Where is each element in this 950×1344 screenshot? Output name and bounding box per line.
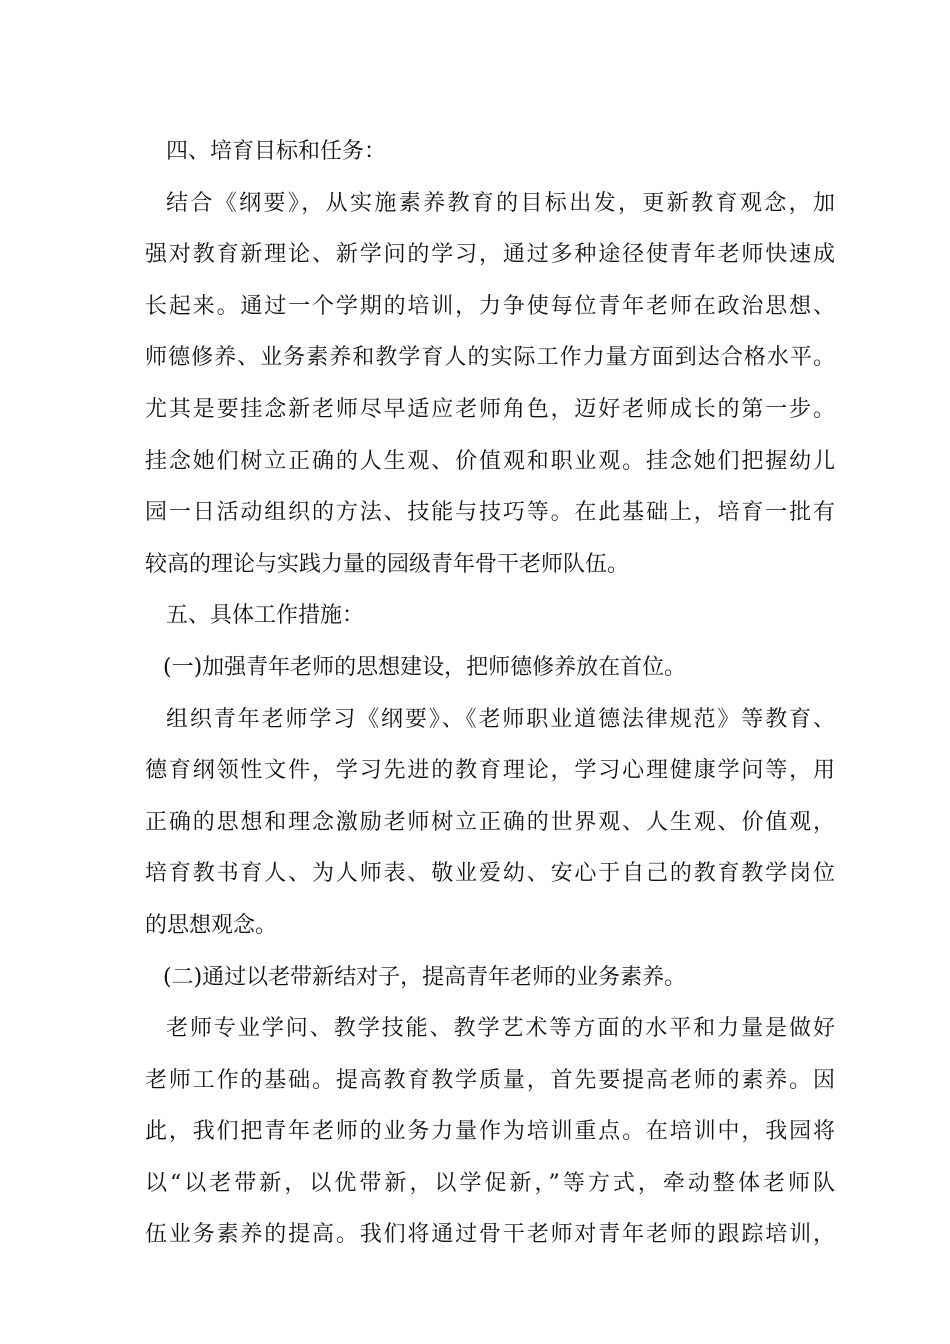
paragraph-line: 师德修养、业务素养和教学育人的实际工作力量方面到达合格水平。 — [145, 345, 835, 371]
paragraph-line: 结合《纲要》，从实施素养教育的目标出发，更新教育观念，加 — [166, 190, 835, 216]
paragraph-line: 老师工作的基础。提高教育教学质量，首先要提高老师的素养。因 — [145, 1067, 835, 1093]
subheading-2: (二)通过以老带新结对子，提高青年老师的业务素养。 — [163, 964, 687, 990]
paragraph-line: 较高的理论与实践力量的园级青年骨干老师队伍。 — [145, 551, 630, 577]
paragraph-line: 老师专业学问、教学技能、教学艺术等方面的水平和力量是做好 — [166, 1016, 835, 1042]
paragraph-line: 园一日活动组织的方法、技能与技巧等。在此基础上，培育一批有 — [145, 500, 835, 526]
paragraph-line: 挂念她们树立正确的人生观、价值观和职业观。挂念她们把握幼儿 — [145, 448, 835, 474]
paragraph-line: 正确的思想和理念激励老师树立正确的世界观、人生观、价值观， — [145, 809, 835, 835]
subheading-1: (一)加强青年老师的思想建设，把师德修养放在首位。 — [163, 654, 687, 680]
section-heading-5: 五、具体工作措施： — [166, 603, 365, 629]
body-text — [145, 126, 835, 1261]
paragraph-line: 尤其是要挂念新老师尽早适应老师角色，迈好老师成长的第一步。 — [145, 396, 835, 422]
paragraph-line: 此，我们把青年老师的业务力量作为培训重点。在培训中，我园将 — [145, 1119, 835, 1145]
paragraph-line: 强对教育新理论、新学问的学习，通过多种途径使青年老师快速成 — [145, 242, 835, 268]
paragraph-line: 德育纲领性文件，学习先进的教育理论，学习心理健康学问等，用 — [145, 758, 835, 784]
paragraph-line: 的思想观念。 — [145, 912, 278, 938]
section-heading-4: 四、培育目标和任务： — [166, 139, 387, 164]
paragraph-line: 组织青年老师学习《纲要》、《老师职业道德法律规范》等教育、 — [166, 706, 835, 732]
paragraph-line: 培育教书育人、为人师表、敬业爱幼、安心于自己的教育教学岗位 — [145, 861, 835, 887]
paragraph-line: 长起来。通过一个学期的培训，力争使每位青年老师在政治思想、 — [145, 293, 835, 319]
paragraph-line: 伍业务素养的提高。我们将通过骨干老师对青年老师的跟踪培训， — [145, 1222, 835, 1248]
paragraph-line: 以“以老带新，以优带新，以学促新，”等方式，牵动整体老师队 — [145, 1170, 835, 1196]
